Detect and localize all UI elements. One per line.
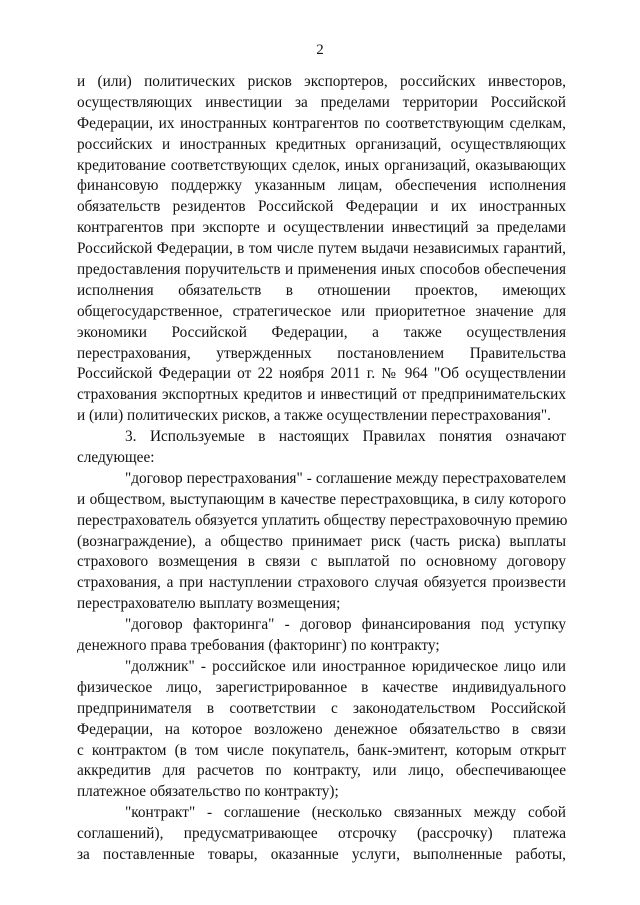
text-line: с контрактом (в том числе покупатель, банк-эмитент, которым открыт — [77, 741, 566, 759]
text-line: Федерации, их иностранных контрагентов по соответствующим сделкам, — [77, 114, 566, 132]
text-line: Российской Федерации от 22 ноября 2011 г. № 964 "Об осуществлении — [77, 365, 566, 383]
text-line: за поставленные товары, оказанные услуги, выполненные работы, — [77, 845, 566, 863]
text-line: кредитование соответствующих сделок, иных организаций, оказывающих — [77, 156, 566, 174]
page-number: 2 — [316, 42, 324, 58]
text-line: предоставления поручительств и применения иных способов обеспечения — [77, 261, 566, 279]
text-line: 3. Используемые в настоящих Правилах понятия означают — [125, 428, 566, 446]
text-line: платежное обязательство по контракту); — [77, 783, 339, 801]
text-line: перестрахователю выплату возмещения; — [77, 595, 341, 613]
text-line: контрагентов при экспорте и осуществлении инвестиций за пределами — [77, 219, 566, 237]
text-line: страхового возмещения в связи с выплатой по основному договору — [77, 553, 566, 571]
text-line: следующее: — [77, 449, 155, 467]
body-text — [77, 72, 566, 866]
text-line: страхования, а при наступлении страхового случая обязуется произвести — [77, 574, 566, 592]
text-line: исполнения обязательств в отношении проектов, имеющих — [77, 281, 566, 299]
text-line: Российской Федерации, в том числе путем выдачи независимых гарантий, — [77, 240, 566, 258]
text-line: денежного права требования (факторинг) по контракту; — [77, 637, 440, 655]
text-line: физическое лицо, зарегистрированное в качестве индивидуального — [77, 678, 566, 696]
text-line: перестрахователь обязуется уплатить обществу перестраховочную премию — [77, 511, 568, 529]
text-line: соглашений), предусматривающее отсрочку (рассрочку) платежа — [77, 825, 566, 843]
text-line: финансовую поддержку указанным лицам, обеспечения исполнения — [77, 177, 566, 195]
text-line: общегосударственное, стратегическое или приоритетное значение для — [77, 302, 566, 320]
text-line: "договор перестрахования" - соглашение между перестрахователем — [125, 469, 566, 487]
text-line: и обществом, выступающим в качестве перестраховщика, в силу которого — [77, 490, 566, 508]
text-line: аккредитив для расчетов по контракту, или лицо, обеспечивающее — [77, 762, 566, 780]
text-line: обязательств резидентов Российской Федерации и их иностранных — [77, 198, 566, 216]
text-line: Федерации, на которое возложено денежное обязательство в связи — [77, 720, 566, 738]
text-line: и (или) политических рисков экспортеров, российских инвесторов, — [77, 73, 566, 90]
text-line: перестрахования, утвержденных постановлением Правительства — [77, 344, 566, 362]
text-line: (вознаграждение), а общество принимает риск (часть риска) выплаты — [77, 532, 566, 550]
text-line: "контракт" - соглашение (несколько связанных между собой — [125, 804, 566, 822]
text-line: осуществляющих инвестиции за пределами территории Российской — [77, 93, 566, 111]
text-line: "должник" - российское или иностранное юридическое лицо или — [125, 657, 566, 675]
text-line: российских и иностранных кредитных организаций, осуществляющих — [77, 135, 566, 153]
text-line: страхования экспортных кредитов и инвестиций от предпринимательских — [77, 386, 566, 404]
text-line: предпринимателя в соответствии с законодательством Российской — [77, 699, 566, 717]
text-line: "договор факторинга" - договор финансирования под уступку — [125, 616, 566, 634]
text-line: экономики Российской Федерации, а также осуществления — [77, 323, 566, 341]
text-line: и (или) политических рисков, а также осуществлении перестрахования". — [77, 407, 551, 425]
